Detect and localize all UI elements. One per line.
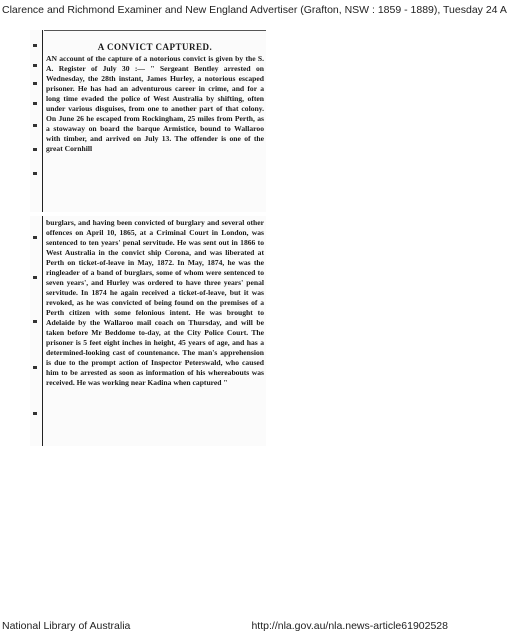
gutter-mark (33, 82, 37, 85)
article-clipping-bottom (30, 216, 266, 446)
article-clipping-top (30, 30, 266, 212)
gutter-mark (33, 44, 37, 47)
article-paragraph: burglars, and having been convicted of burglary and several other offences on April 10, 1865, at a Criminal Court in London, was sentenced to ten years' penal servitude. He was sent out in 1866 to West Australia in the convict ship Corona, and was liberated at Perth on ticket-of-leave in May, 1872. In May, 1874, he was the ringleader of a band of burglars, some of whom were sentenced to seven years', and Hurley was ordered to have three years' penal servitude. In 1874 he again received a ticket-of-leave, but it was revoked, as he was convicted of being found on the premises of a Perth citizen with some felonious intent. He was brought to Adelaide by the Wallaroo mail coach on Thursday, and will be taken before Mr Beddome to-day, at the City Police Court. The prisoner is 5 feet eight inches in height, 45 years of age, and has a determined-looking cast of countenance. The man's apprehension is due to the prompt action of Inspector Peterswald, who caused him to be arrested as soon as information of his whereabouts was received. He was working near Kadina when captured " (46, 218, 264, 387)
gutter-mark (33, 102, 37, 105)
gutter-mark (33, 366, 37, 369)
gutter-mark (33, 64, 37, 67)
gutter-mark (33, 124, 37, 127)
article-body-part-2 (46, 218, 264, 388)
column-gutter (30, 30, 43, 212)
gutter-mark (33, 172, 37, 175)
footer-article-url[interactable]: http://nla.gov.au/nla.news-article61902528 (251, 620, 448, 632)
gutter-mark (33, 148, 37, 151)
gutter-mark (33, 276, 37, 279)
footer-library-name: National Library of Australia (2, 620, 131, 632)
article-headline: A CONVICT CAPTURED. (97, 42, 213, 52)
gutter-mark (33, 412, 37, 415)
gutter-mark (33, 320, 37, 323)
gutter-mark (33, 236, 37, 239)
page-header: Clarence and Richmond Examiner and New England Advertiser (Grafton, NSW : 1859 - 1889), Tuesday 24 A (2, 4, 507, 16)
article-body-part-1 (46, 30, 264, 154)
column-gutter (30, 216, 43, 446)
article-paragraph: AN account of the capture of a notorious convict is given by the S. A. Register of July 30 :— " Sergeant Bentley arrested on Wednesday, the 28th instant, James Hurley, a notorious escaped prisoner. He has had an adventurous career in crime, and for a long time evaded the police of West Australia by shifting, often under various disguises, from one to another part of that colony. On June 26 he escaped from Rockingham, 25 miles from Perth, as a stowaway on board the barque Armistice, bound to Wallaroo with timber, and arrived on July 13. The offender is one of the great Cornhill (46, 54, 264, 153)
